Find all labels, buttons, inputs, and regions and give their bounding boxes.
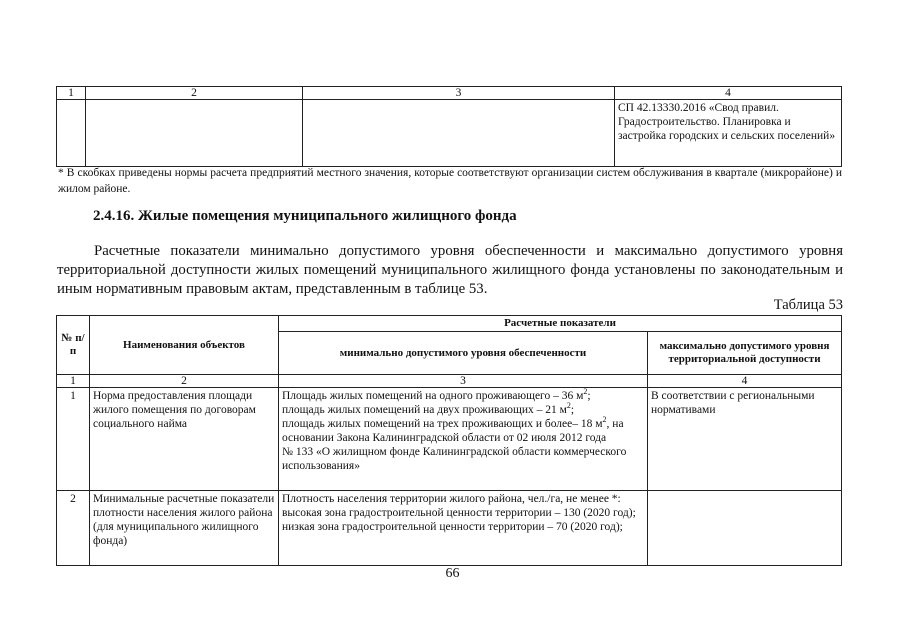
table-header-row bbox=[57, 87, 842, 100]
indicator-line: площадь жилых помещений на двух проживающих – 21 $м^2$; bbox=[282, 401, 575, 416]
col-number: 2 bbox=[90, 375, 279, 388]
indicator-line: № 133 «О жилищном фонде Калининградской области коммерческого использования» bbox=[282, 446, 627, 472]
page-number: 66 bbox=[445, 566, 460, 581]
header-max: максимально допустимого уровня территориальной доступности bbox=[648, 332, 842, 375]
col-header: 3 bbox=[303, 87, 615, 100]
col-number: 4 bbox=[648, 375, 842, 388]
indicator-line: высокая зона градостроительной ценности территории – 130 (2020 год); bbox=[282, 507, 636, 519]
max-indicator bbox=[648, 491, 842, 566]
header-min: минимально допустимого уровня обеспеченности bbox=[279, 332, 648, 375]
object-name: Минимальные расчетные показатели плотности населения жилого района (для муниципального жилищного фонда) bbox=[90, 491, 279, 566]
continued-table bbox=[56, 86, 842, 167]
table-53 bbox=[56, 315, 842, 566]
table-cell bbox=[86, 100, 303, 167]
superscript: 2 bbox=[566, 401, 571, 411]
section-title: 2.4.16. Жилые помещения муниципального жилищного фонда bbox=[93, 208, 517, 224]
indicator-line: низкая зона градостроительной ценности территории – 70 (2020 год); bbox=[282, 521, 623, 533]
col-header: 4 bbox=[615, 87, 842, 100]
table-caption: Таблица 53 bbox=[773, 297, 843, 313]
table-cell bbox=[57, 100, 86, 167]
superscript: 2 bbox=[602, 415, 607, 425]
indicator-line: площадь жилых помещений на трех проживающих и более– 18 $м^2$, на bbox=[282, 415, 624, 430]
table-row bbox=[57, 491, 842, 566]
col-header: 1 bbox=[57, 87, 86, 100]
table-row bbox=[57, 388, 842, 491]
header-group: Расчетные показатели bbox=[279, 316, 842, 332]
body-paragraph: Расчетные показатели минимально допустимого уровня обеспеченности и максимально допустимого уровня территориальной доступности жилых помещений муниципального жилищного фонда установлены по законодательным и иным нормативным правовым актам, представленным в таблице 53. bbox=[57, 243, 843, 297]
indicator-line: Площадь жилых помещений на одного проживающего – 36 $м^2$; bbox=[282, 387, 591, 402]
indicator-line: Плотность населения территории жилого района, чел./га, не менее *: bbox=[282, 493, 621, 505]
header-name: Наименования объектов bbox=[90, 316, 279, 375]
col-header: 2 bbox=[86, 87, 303, 100]
table-header-row bbox=[57, 316, 842, 332]
indicator-line: основании Закона Калининградской области от 02 июля 2012 года bbox=[282, 432, 607, 444]
table-cell bbox=[303, 100, 615, 167]
col-number: 1 bbox=[57, 375, 90, 388]
max-indicator: В соответствии с региональными нормативами bbox=[648, 388, 842, 491]
superscript: 2 bbox=[583, 387, 588, 397]
table-row bbox=[57, 100, 842, 167]
col-number: 3 bbox=[279, 375, 648, 388]
object-name: Норма предоставления площади жилого помещения по договорам социального найма bbox=[90, 388, 279, 491]
header-num: № п/п bbox=[57, 316, 90, 375]
table-cell: СП 42.13330.2016 «Свод правил. Градостроительство. Планировка и застройка городских и сельских поселений» bbox=[615, 100, 842, 167]
min-indicator bbox=[279, 491, 648, 566]
row-number: 1 bbox=[57, 388, 90, 491]
column-number-row bbox=[57, 375, 842, 388]
row-number: 2 bbox=[57, 491, 90, 566]
min-indicator bbox=[279, 388, 648, 491]
footnote: * В скобках приведены нормы расчета предприятий местного значения, которые соответствуют организации систем обслуживания в квартале (микрорайоне) и жилом районе. bbox=[58, 167, 842, 195]
